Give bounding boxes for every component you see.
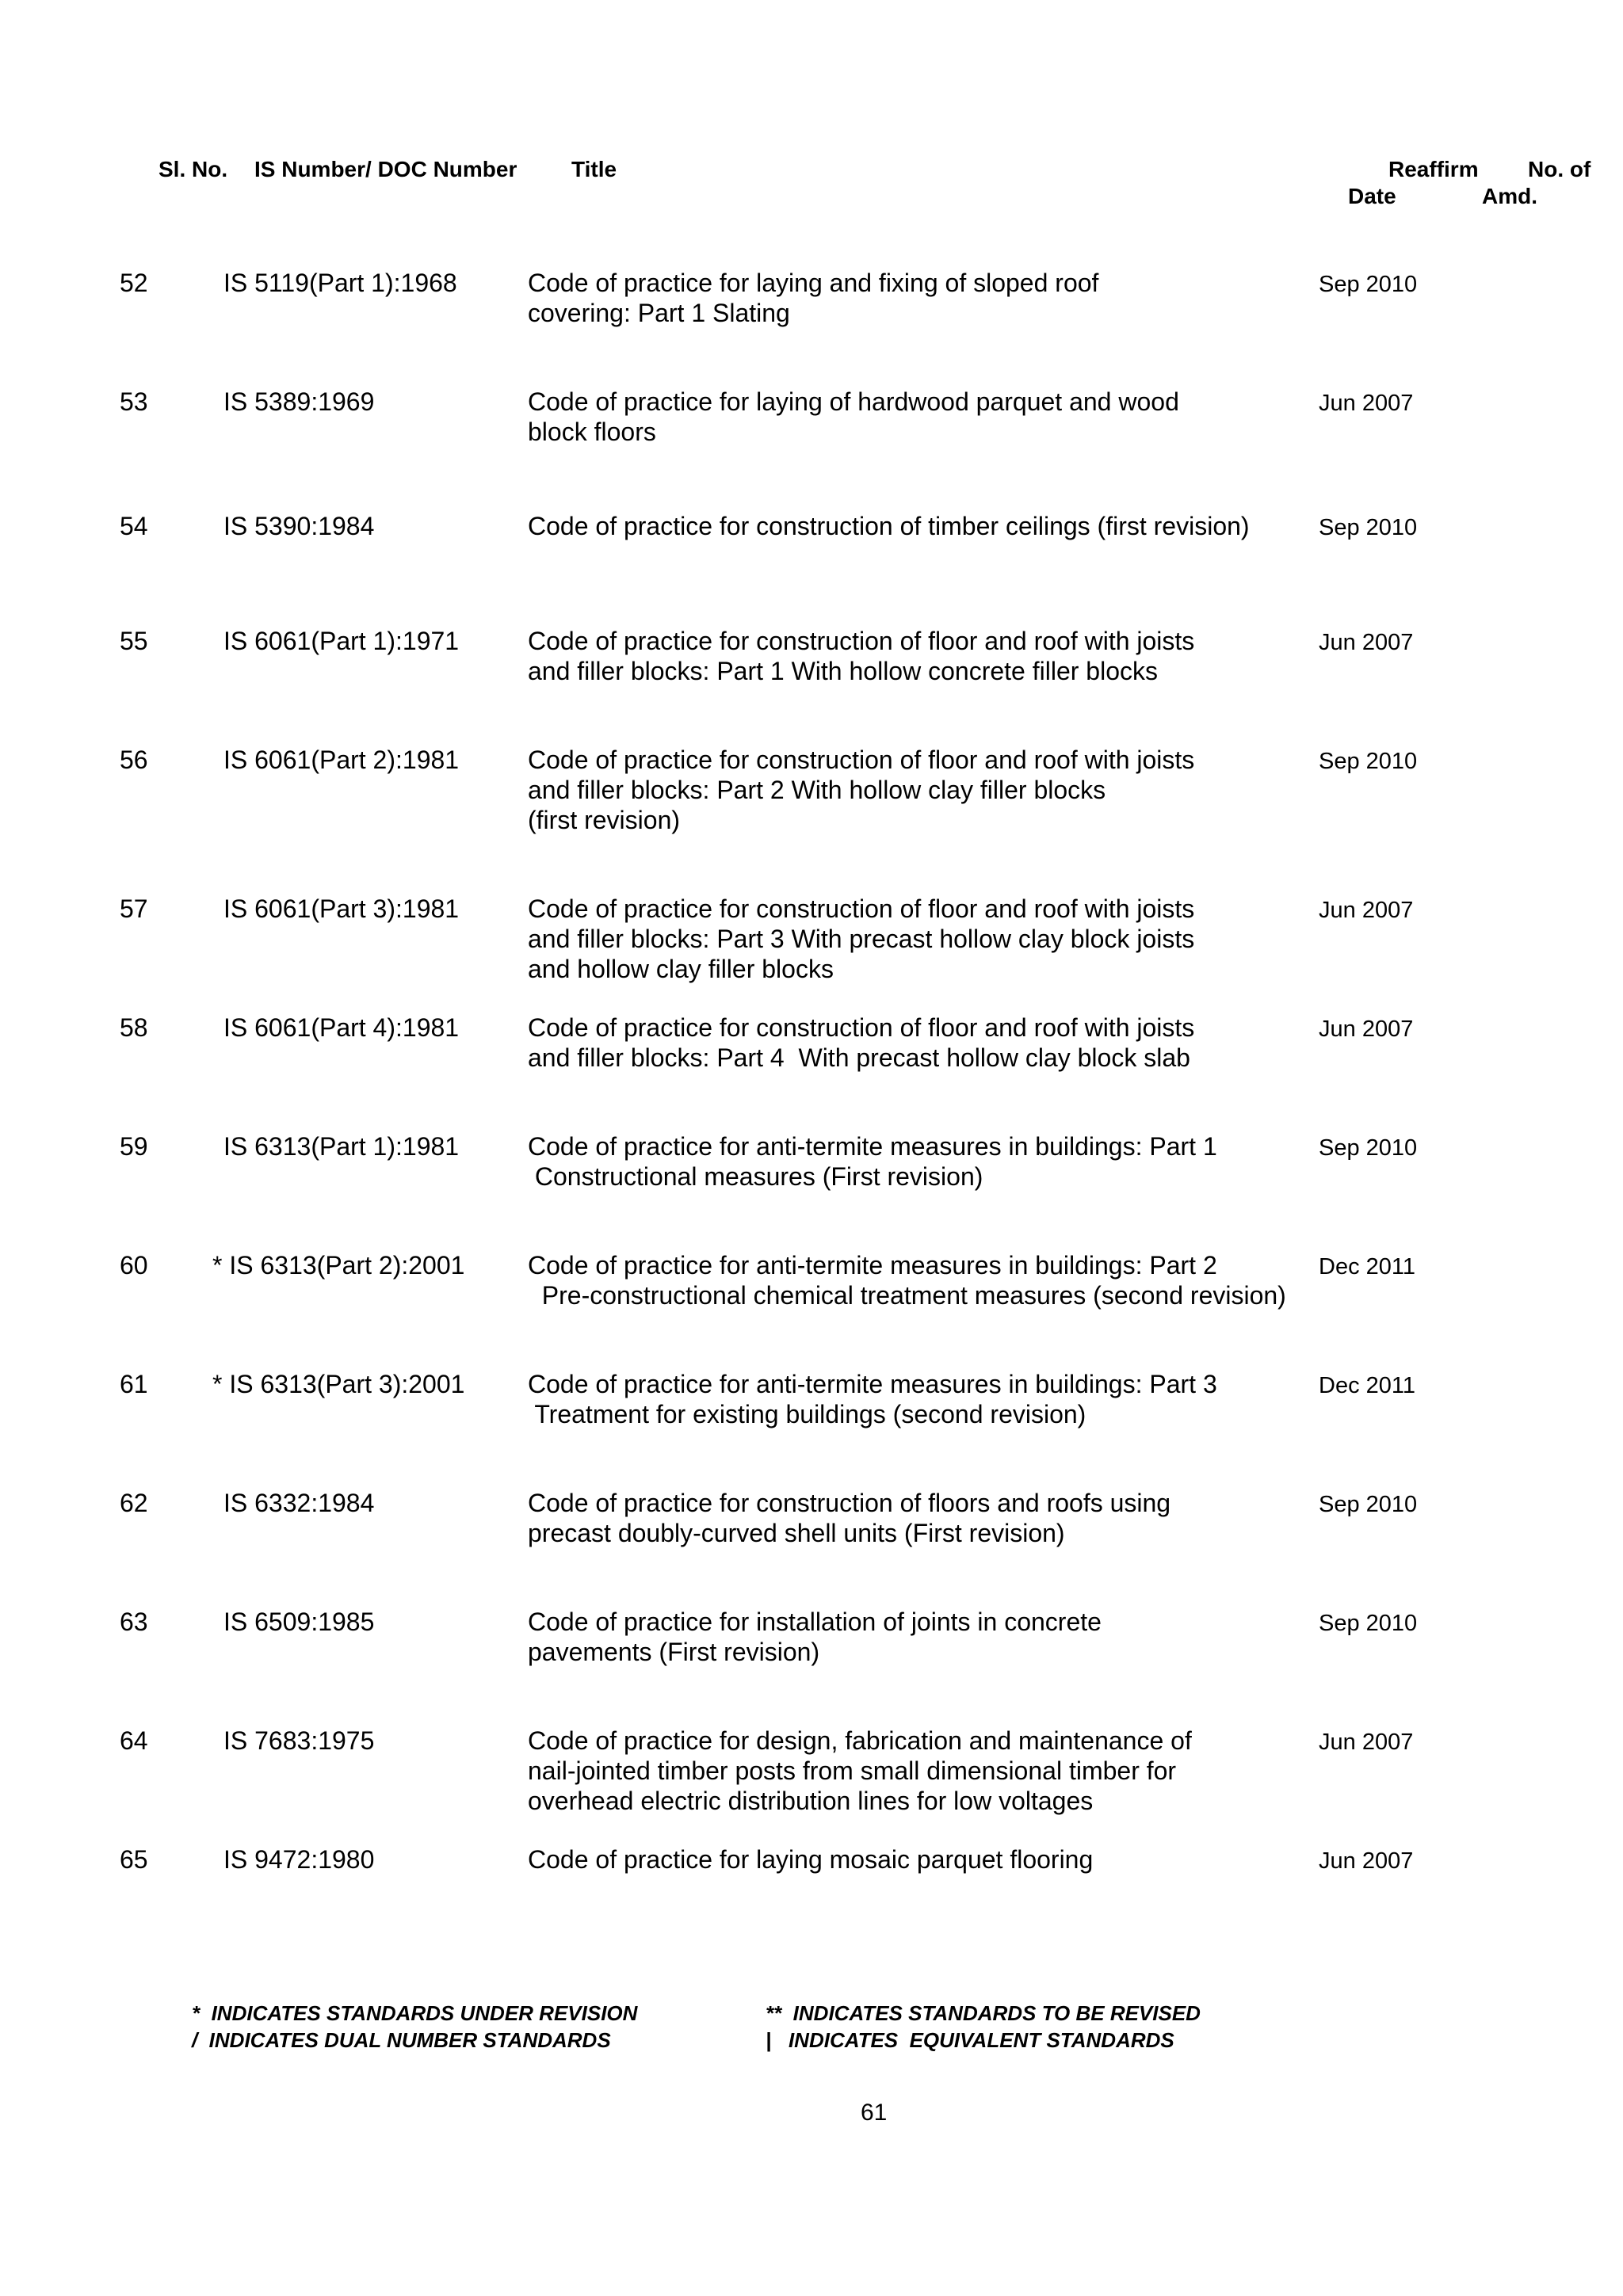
- row-sl-no: 53: [120, 387, 148, 416]
- row-is-number: IS 5119(Part 1):1968: [223, 269, 457, 297]
- row-title-line: pavements (First revision): [528, 1638, 820, 1666]
- row-title: [528, 1131, 1217, 1192]
- row-title: [528, 1488, 1170, 1548]
- legend-under-revision: * INDICATES STANDARDS UNDER REVISION: [192, 2001, 638, 2025]
- row-is-number: IS 6313(Part 1):1981: [223, 1132, 460, 1161]
- row-title-line: Code of practice for construction of floors and roofs using: [528, 1489, 1171, 1517]
- row-reaffirm-date: Jun 2007: [1319, 1730, 1414, 1755]
- row-title-line: and filler blocks: Part 4 With precast hollow clay block slab: [528, 1043, 1190, 1072]
- row-reaffirm-date: Dec 2011: [1319, 1254, 1415, 1280]
- legend-equivalent: | INDICATES EQUIVALENT STANDARDS: [766, 2028, 1174, 2052]
- row-title: [528, 1844, 1093, 1875]
- row-reaffirm-date: Jun 2007: [1319, 898, 1414, 923]
- row-title-line: Treatment for existing buildings (second revision): [528, 1400, 1086, 1428]
- row-sl-no: 60: [120, 1251, 148, 1280]
- row-title: [528, 1369, 1217, 1429]
- row-sl-no: 55: [120, 627, 148, 655]
- row-sl-no: 57: [120, 894, 148, 923]
- row-sl-no: 62: [120, 1489, 148, 1517]
- row-title-line: Code of practice for laying and fixing of sloped roof: [528, 269, 1099, 297]
- row-title: [528, 511, 1250, 541]
- row-title-line: Code of practice for anti-termite measures in buildings: Part 2: [528, 1251, 1217, 1280]
- row-title: [528, 1607, 1102, 1667]
- row-sl-no: 63: [120, 1608, 148, 1636]
- row-title: [528, 1013, 1194, 1073]
- row-reaffirm-date: Sep 2010: [1319, 1492, 1418, 1517]
- row-title-line: (first revision): [528, 806, 681, 834]
- row-title-line: Code of practice for construction of floor and roof with joists: [528, 746, 1195, 774]
- legend-dual-number: / INDICATES DUAL NUMBER STANDARDS: [192, 2028, 611, 2052]
- row-sl-no: 58: [120, 1013, 148, 1042]
- legend-to-be-revised: ** INDICATES STANDARDS TO BE REVISED: [766, 2001, 1201, 2025]
- row-title-line: Code of practice for anti-termite measures in buildings: Part 3: [528, 1370, 1217, 1398]
- header-title: Title: [571, 157, 617, 181]
- row-is-number: IS 5389:1969: [223, 387, 375, 416]
- row-reaffirm-date: Sep 2010: [1319, 1135, 1418, 1161]
- row-title-line: Code of practice for anti-termite measures in buildings: Part 1: [528, 1132, 1217, 1161]
- row-title-line: nail-jointed timber posts from small dimensional timber for: [528, 1756, 1177, 1785]
- header-is-number: IS Number/ DOC Number: [254, 157, 517, 181]
- row-title-line: and filler blocks: Part 1 With hollow concrete filler blocks: [528, 657, 1158, 685]
- row-title-line: covering: Part 1 Slating: [528, 299, 790, 327]
- row-sl-no: 52: [120, 269, 148, 297]
- row-is-number: IS 5390:1984: [223, 512, 375, 540]
- header-date: Date: [1348, 184, 1396, 208]
- row-title-line: Constructional measures (First revision): [528, 1162, 983, 1191]
- row-title-line: Pre-constructional chemical treatment measures (second revision): [528, 1281, 1286, 1310]
- row-title-line: Code of practice for laying of hardwood parquet and wood: [528, 387, 1179, 416]
- row-is-number: IS 7683:1975: [223, 1726, 375, 1755]
- page-number: 61: [861, 2100, 888, 2126]
- row-reaffirm-date: Sep 2010: [1319, 1611, 1418, 1636]
- row-title: [528, 745, 1194, 835]
- row-title: [528, 626, 1194, 686]
- row-sl-no: 59: [120, 1132, 148, 1161]
- row-is-number: * IS 6313(Part 3):2001: [212, 1370, 465, 1398]
- row-sl-no: 64: [120, 1726, 148, 1755]
- row-is-number: IS 6332:1984: [223, 1489, 375, 1517]
- row-title-line: Code of practice for construction of floor and roof with joists: [528, 627, 1195, 655]
- row-is-number: IS 6061(Part 2):1981: [223, 746, 460, 774]
- row-title-line: Code of practice for construction of timber ceilings (first revision): [528, 512, 1250, 540]
- row-is-number: IS 6061(Part 1):1971: [223, 627, 460, 655]
- row-is-number: IS 6061(Part 4):1981: [223, 1013, 460, 1042]
- row-title-line: Code of practice for installation of joints in concrete: [528, 1608, 1102, 1636]
- row-title: [528, 894, 1194, 984]
- row-reaffirm-date: Jun 2007: [1319, 391, 1414, 416]
- header-amd: Amd.: [1482, 184, 1537, 208]
- row-title-line: Code of practice for construction of floor and roof with joists: [528, 894, 1195, 923]
- row-sl-no: 54: [120, 512, 148, 540]
- header-reaffirm: Reaffirm: [1388, 157, 1479, 181]
- row-title: [528, 268, 1098, 328]
- row-title-line: Code of practice for construction of floor and roof with joists: [528, 1013, 1195, 1042]
- row-reaffirm-date: Jun 2007: [1319, 1016, 1414, 1042]
- row-title-line: and filler blocks: Part 2 With hollow clay filler blocks: [528, 776, 1106, 804]
- row-title-line: and filler blocks: Part 3 With precast hollow clay block joists: [528, 925, 1195, 953]
- row-title: [528, 1726, 1192, 1816]
- row-title: [528, 1250, 1286, 1310]
- header-no-of: No. of: [1528, 157, 1591, 181]
- row-title-line: Code of practice for laying mosaic parquet flooring: [528, 1845, 1094, 1874]
- row-is-number: * IS 6313(Part 2):2001: [212, 1251, 465, 1280]
- row-is-number: IS 9472:1980: [223, 1845, 375, 1874]
- row-reaffirm-date: Sep 2010: [1319, 272, 1418, 297]
- row-is-number: IS 6509:1985: [223, 1608, 375, 1636]
- row-title-line: overhead electric distribution lines for low voltages: [528, 1787, 1094, 1815]
- row-sl-no: 65: [120, 1845, 148, 1874]
- row-reaffirm-date: Dec 2011: [1319, 1373, 1415, 1398]
- row-title-line: precast doubly-curved shell units (First revision): [528, 1519, 1065, 1547]
- row-reaffirm-date: Jun 2007: [1319, 630, 1414, 655]
- row-sl-no: 56: [120, 746, 148, 774]
- row-title-line: Code of practice for design, fabrication and maintenance of: [528, 1726, 1192, 1755]
- row-sl-no: 61: [120, 1370, 148, 1398]
- row-title-line: and hollow clay filler blocks: [528, 955, 834, 983]
- row-reaffirm-date: Jun 2007: [1319, 1848, 1414, 1874]
- row-title-line: block floors: [528, 418, 656, 446]
- row-reaffirm-date: Sep 2010: [1319, 749, 1418, 774]
- row-is-number: IS 6061(Part 3):1981: [223, 894, 460, 923]
- header-sl-no: Sl. No.: [158, 157, 228, 181]
- row-reaffirm-date: Sep 2010: [1319, 515, 1418, 540]
- row-title: [528, 387, 1179, 447]
